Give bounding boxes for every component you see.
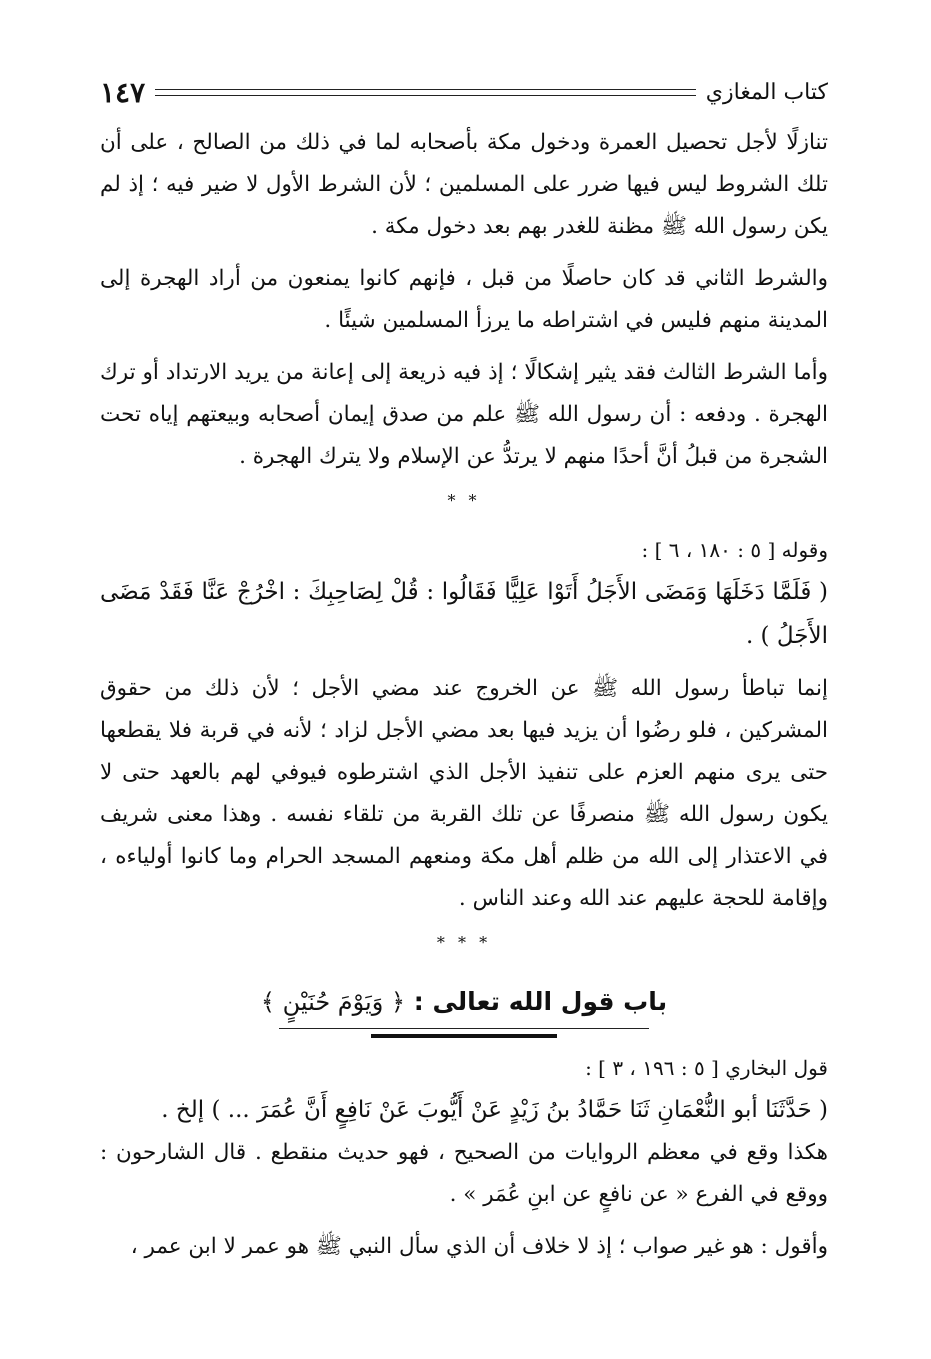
hadith-text: ( حَدَّثَنَا أبو النُّعْمَانِ ثَنَا حَمَّادُ بنُ زَيْدٍ عَنْ أَيُّوبَ عَنْ نَافِعٍ أَنَّ عُمَرَ ... ) إلخ . <box>161 1097 828 1123</box>
header-rule <box>155 89 696 96</box>
chapter-heading <box>100 980 828 1024</box>
book-page <box>100 70 828 1340</box>
bukhari-reference: قول البخاري [ ٥ : ١٩٦ ، ٣ ] : <box>585 1056 828 1080</box>
heading-underline-thin <box>279 1028 649 1029</box>
chapter-title: باب قول الله تعالى : <box>413 987 668 1016</box>
paragraph-author-note: وأقول : هو غير صواب ؛ إذ لا خلاف أن الذي سأل النبي ﷺ هو عمر لا ابن عمر ، <box>130 1234 828 1259</box>
running-title: كتاب المغازي <box>705 79 828 105</box>
paragraph-commentary: إنما تباطأ رسول الله ﷺ عن الخروج عند مضي الأجل ؛ لأن ذلك من حقوق المشركين ، فلو رضُوا أن يزيد فيها بعد مضي الأجل لزاد ؛ لأنه في قربة فلا يقطعها حتى يرى منهم العزم على تنفيذ الأجل الذي اشترطوه فيوفي لهم بالعهد حتى لا يكون رسول الله ﷺ منصرفًا عن تلك القربة من تلقاء نفسه . وهذا معنى شريف في الاعتذار إلى الله من ظلم أهل مكة ومنعهم المسجد الحرام وما كانوا أولياءه ، وإقامة للحجة عليهم عند الله وعند الناس . <box>100 676 828 911</box>
paragraph-third-condition: وأما الشرط الثالث فقد يثير إشكالًا ؛ إذ فيه ذريعة إلى إعانة من يريد الارتداد أو ترك الهجرة . ودفعه : أن رسول الله ﷺ علم من صدق إيمان أصحابه وبيعتهم إياه تحت الشجرة من قبلُ أنَّ أحدًا منهم لا يرتدُّ عن الإسلام ولا يترك الهجرة . <box>100 360 828 469</box>
quote-reference: وقوله [ ٥ : ١٨٠ ، ٦ ] : <box>641 538 828 562</box>
heading-underline <box>279 1028 649 1042</box>
section-separator: * * <box>447 491 481 510</box>
page-header <box>100 70 828 114</box>
page-number: ١٤٧ <box>100 75 146 109</box>
chapter-verse: ﴿ وَيَوْمَ حُنَيْنٍ ﴾ <box>260 988 406 1016</box>
paragraph-narration-note: هكذا وقع في معظم الروايات من الصحيح ، فهو حديث منقطع . قال الشارحون : ووقع في الفرع « عن نافعٍ عن ابنِ عُمَر » . <box>100 1140 828 1207</box>
paragraph-conditions-intro: تنازلًا لأجل تحصيل العمرة ودخول مكة بأصحابه لما في ذلك من الصالح ، على أن تلك الشروط ليس فيها ضرر على المسلمين ؛ لأن الشرط الأول لا ضير فيه ؛ إذ لم يكن رسول الله ﷺ مظنة للغدر بهم بعد دخول مكة . <box>100 130 828 239</box>
heading-underline-thick <box>371 1034 557 1038</box>
section-separator: * * * <box>436 933 492 952</box>
quoted-text: ( فَلَمَّا دَخَلَهَا وَمَضَى الأَجَلُ أَتَوْا عَلِيًّا فَقَالُوا : قُلْ لِصَاحِبِكَ : اخْرُجْ عَنَّا فَقَدْ مَضَى الأَجَلُ ) . <box>100 579 828 649</box>
paragraph-second-condition: والشرط الثاني قد كان حاصلًا من قبل ، فإنهم كانوا يمنعون من أراد الهجرة إلى المدينة منهم فليس في اشتراطه ما يرزأ المسلمين شيئًا . <box>100 266 828 333</box>
